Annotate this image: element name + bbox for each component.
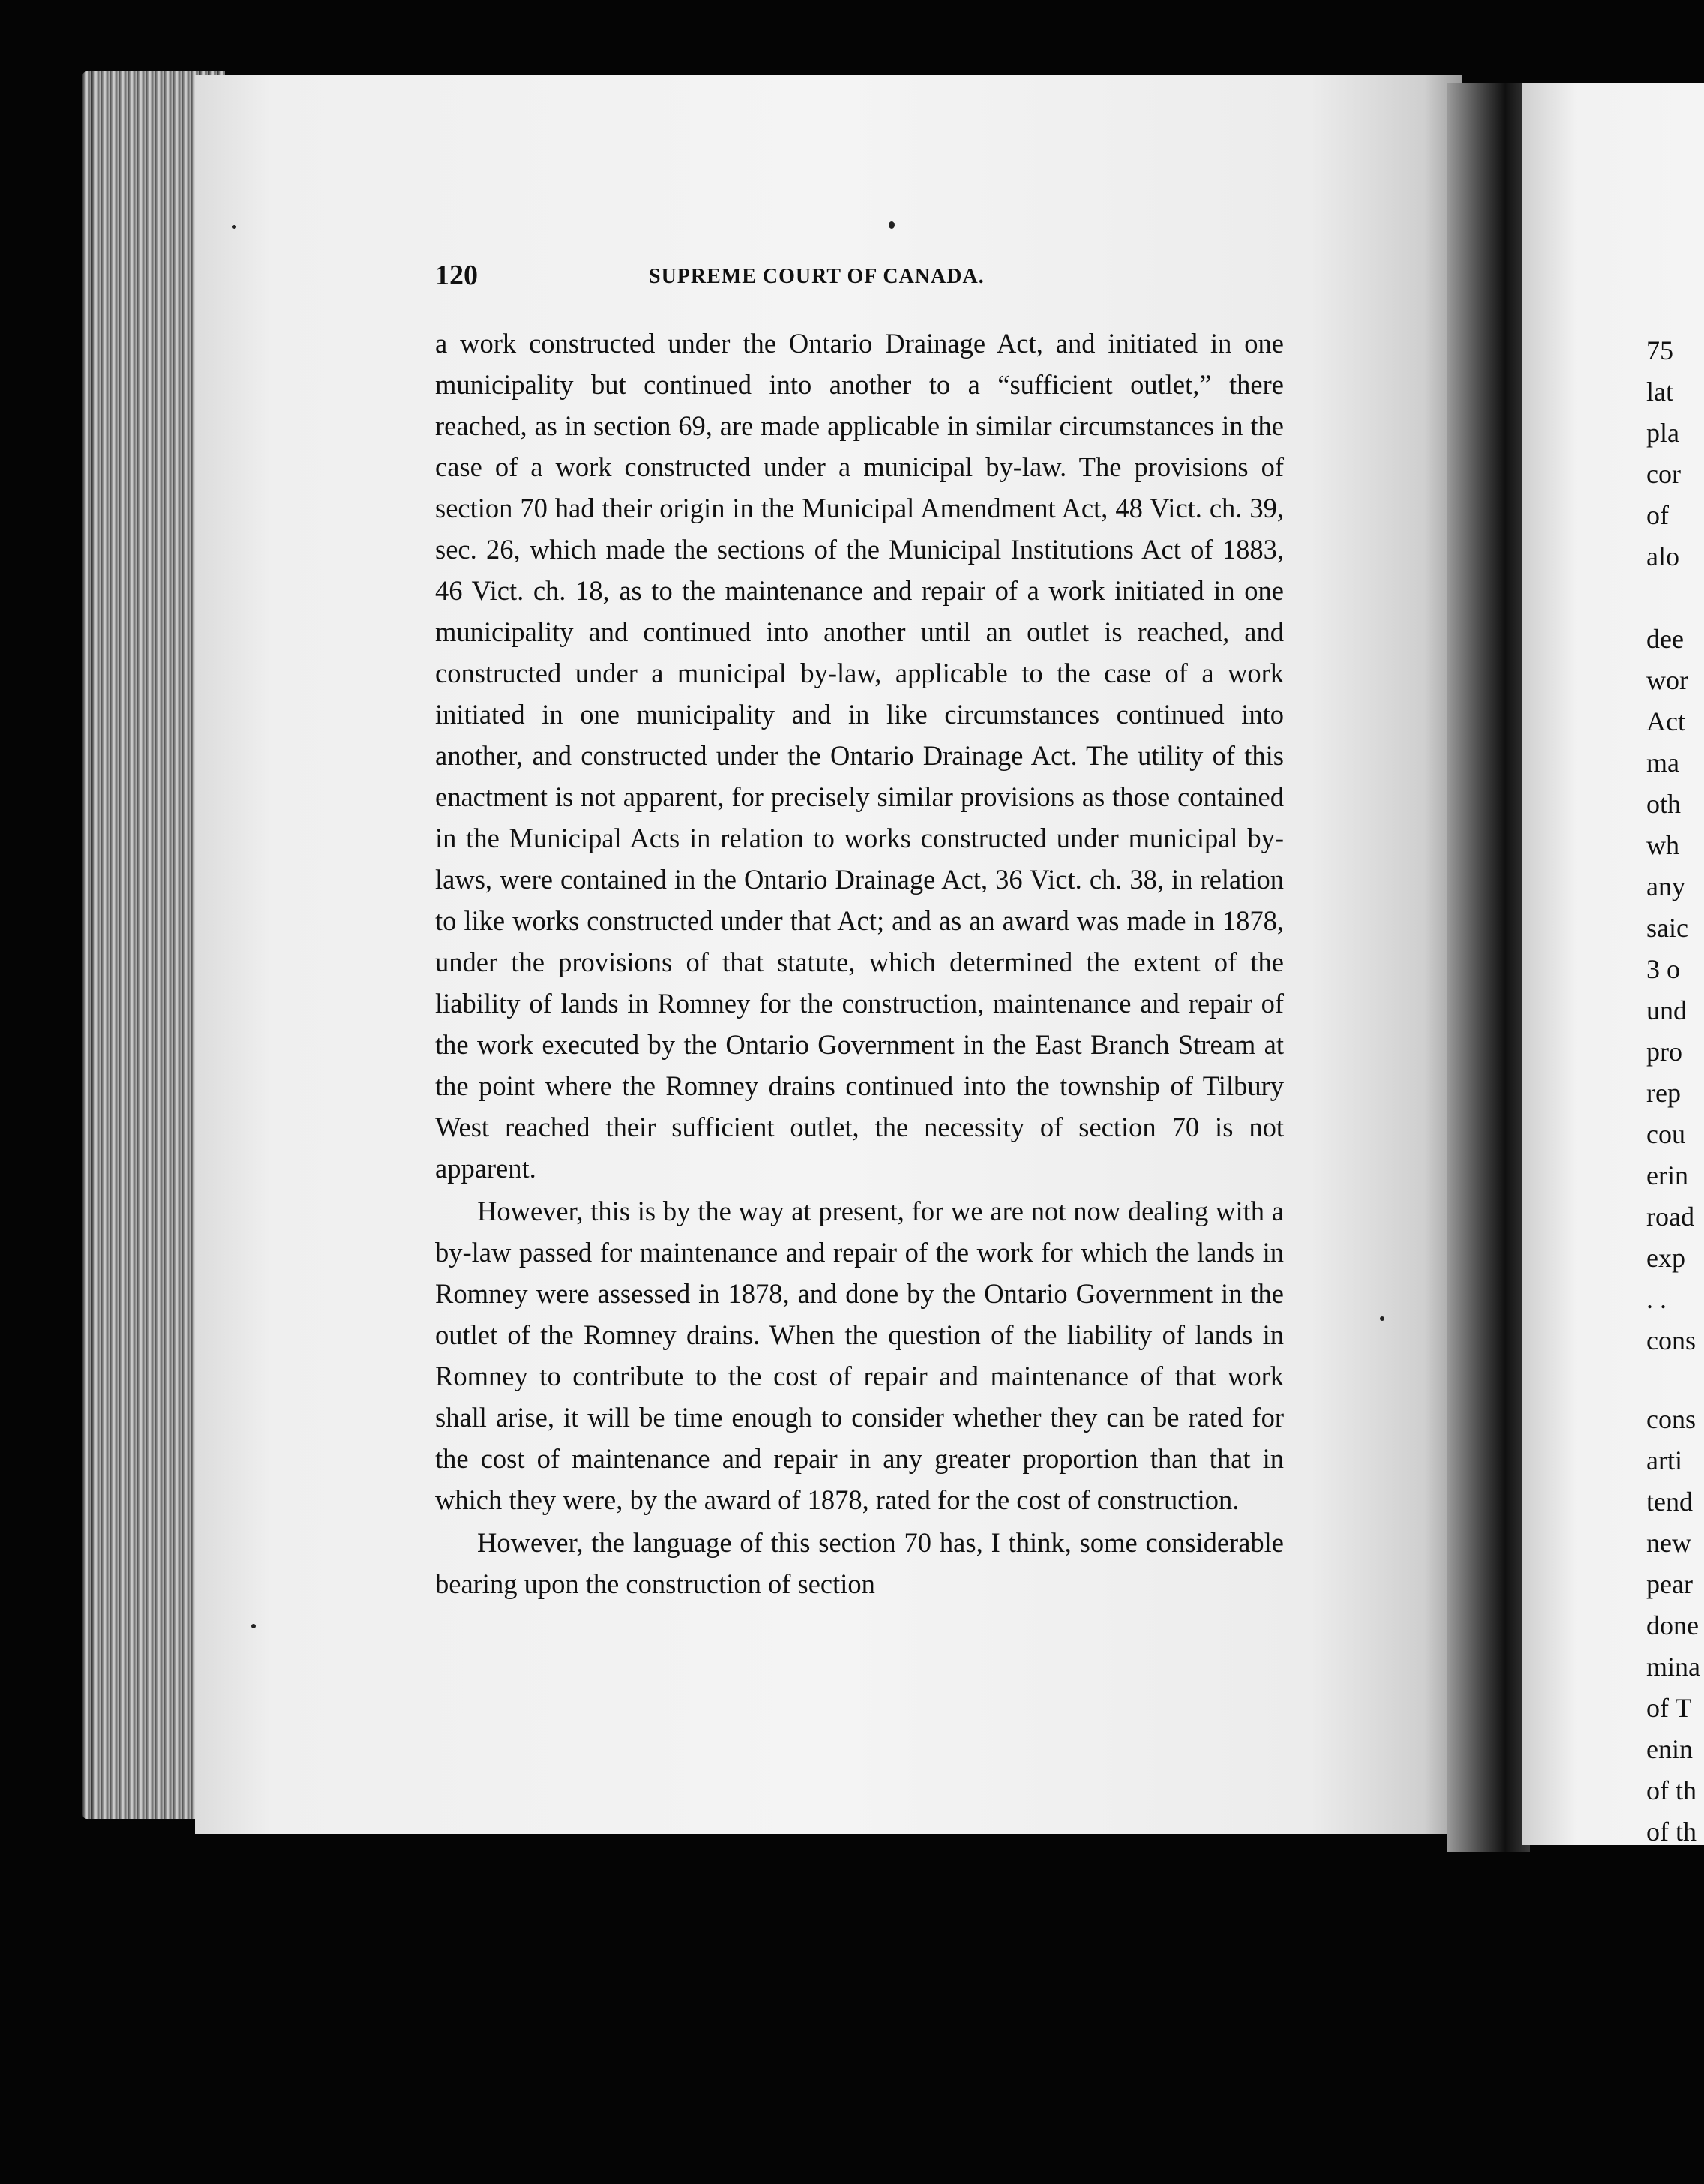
facing-line: tend	[1646, 1486, 1693, 1516]
facing-line: 3 o	[1646, 954, 1680, 984]
facing-line: of th	[1646, 1775, 1696, 1805]
facing-line: wh	[1646, 830, 1679, 860]
ink-speck	[1380, 1316, 1384, 1321]
facing-line: oth	[1646, 789, 1682, 819]
facing-line: pro	[1646, 1036, 1682, 1066]
facing-page-fragments-top	[1646, 330, 1704, 1361]
paragraph: a work constructed under the Ontario Drainage Act, and initiated in one municipality but continued into another to a “sufficient outlet,” there reached, as in section 69, are made applicable in similar circumstances in the case of a work constructed under a municipal by-law. The provisions of section 70 had their origin in the Municipal Amendment Act, 48 Vict. ch. 39, sec. 26, which made the sections of the Municipal Institutions Act of 1883, 46 Vict. ch. 18, as to the maintenance and repair of a work initiated in one municipality and continued into another until an outlet is reached, and constructed under a municipal by-law, applicable to the case of a work initiated in one municipality and in like circumstances continued into another, and constructed under the Ontario Drainage Act. The utility of this enactment is not apparent, for precisely similar provisions as those contained in the Municipal Acts in relation to works constructed under municipal by-laws, were contained in the Ontario Drainage Act, 36 Vict. ch. 38, in relation to like works constructed under that Act; and as an award was made in 1878, under the provisions of that statute, which determined the extent of the liability of lands in Romney for the construction, maintenance and repair of the work executed by the Ontario Government in the East Branch Stream at the point where the Romney drains continued into the township of Tilbury West reached their sufficient outlet, the necessity of section 70 is not apparent.	[435, 328, 1284, 1184]
facing-line: new	[1646, 1528, 1691, 1558]
facing-line: wor	[1646, 665, 1688, 695]
facing-line: exp	[1646, 1243, 1685, 1273]
facing-line: lat	[1646, 376, 1673, 406]
facing-line: und	[1646, 995, 1687, 1025]
paragraph: However, the language of this section 70 has, I think, some considerable bearing upon the construction of section	[435, 1527, 1284, 1599]
page-number: 120	[435, 260, 478, 291]
facing-line: of	[1646, 500, 1669, 530]
body-text	[435, 322, 1284, 1604]
facing-line	[1646, 578, 1704, 619]
facing-line: of T	[1646, 1693, 1692, 1723]
book-gutter	[1448, 82, 1530, 1852]
facing-line: erin	[1646, 1160, 1688, 1190]
facing-line: alo	[1646, 542, 1679, 572]
facing-line: cons	[1646, 1404, 1696, 1434]
paragraph: However, this is by the way at present, for we are not now dealing with a by-law passed for maintenance and repair of the work for which the lands in Romney were assessed in 1878, and done by the Ontario Government in the outlet of the Romney drains. When the question of the liability of lands in Romney to contribute to the cost of repair and maintenance of that work shall arise, it will be time enough to consider whether they can be rated for the cost of maintenance and repair in any greater proportion than that in which they were, by the award of 1878, rated for the cost of construction.	[435, 1196, 1284, 1515]
facing-line: pla	[1646, 418, 1679, 448]
facing-line: road	[1646, 1202, 1694, 1232]
facing-line: Act	[1646, 706, 1685, 736]
ink-speck	[232, 225, 236, 229]
running-title: SUPREME COURT OF CANADA.	[649, 265, 985, 288]
facing-line: enin	[1646, 1734, 1693, 1764]
facing-line: done	[1646, 1610, 1699, 1640]
running-head	[435, 259, 1282, 296]
facing-line: mina	[1646, 1652, 1700, 1682]
facing-line: pear	[1646, 1569, 1693, 1599]
facing-line: cor	[1646, 459, 1681, 489]
facing-line: any	[1646, 872, 1685, 902]
facing-line: arti	[1646, 1445, 1682, 1475]
facing-line: saic	[1646, 913, 1688, 943]
facing-line: cons	[1646, 1325, 1696, 1355]
facing-line: 75	[1646, 335, 1673, 365]
facing-line: rep	[1646, 1078, 1681, 1108]
facing-line: of th	[1646, 1816, 1696, 1846]
facing-line: ma	[1646, 748, 1679, 778]
facing-page-fragments-bottom	[1646, 1399, 1704, 1852]
facing-line: . .	[1646, 1284, 1666, 1314]
ink-speck	[251, 1624, 256, 1628]
facing-line: dee	[1646, 624, 1684, 654]
facing-line: cou	[1646, 1119, 1685, 1149]
ink-speck	[889, 221, 895, 229]
